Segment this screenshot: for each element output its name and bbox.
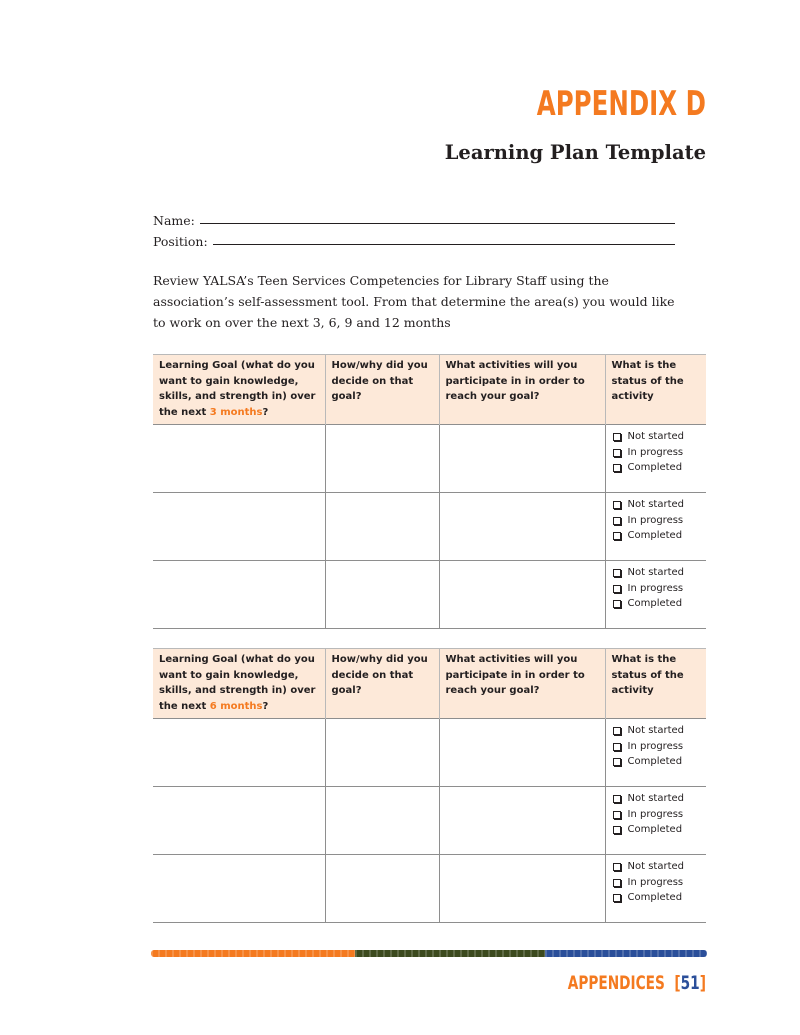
how-why-cell[interactable]	[325, 787, 439, 855]
how-why-header: How/why did you decide on that goal?	[325, 355, 439, 425]
activities-cell[interactable]	[439, 493, 605, 561]
status-option[interactable]: Not started	[613, 723, 707, 739]
status-cell	[605, 787, 706, 855]
checkbox-icon[interactable]	[613, 517, 621, 525]
learning-plan-table-3-months	[153, 354, 706, 629]
checkbox-icon[interactable]	[613, 569, 621, 577]
activities-cell[interactable]	[439, 787, 605, 855]
activities-header: What activities will you participate in in order to reach your goal?	[439, 649, 605, 719]
status-option[interactable]: In progress	[613, 581, 707, 597]
how-why-cell[interactable]	[325, 493, 439, 561]
footer-page-label: APPENDICES [51]	[567, 972, 706, 994]
status-option[interactable]: In progress	[613, 875, 707, 891]
checkbox-icon[interactable]	[613, 464, 621, 472]
activities-cell[interactable]	[439, 561, 605, 629]
checkbox-icon[interactable]	[613, 879, 621, 887]
how-why-cell[interactable]	[325, 425, 439, 493]
checkbox-icon[interactable]	[613, 863, 621, 871]
status-option[interactable]: Completed	[613, 822, 707, 838]
table-header-row	[153, 355, 706, 425]
goal-cell[interactable]	[153, 787, 325, 855]
status-cell	[605, 855, 706, 923]
status-option[interactable]: Not started	[613, 565, 707, 581]
period-highlight: 3 months	[209, 406, 263, 418]
goal-cell[interactable]	[153, 719, 325, 787]
checkbox-icon[interactable]	[613, 743, 621, 751]
status-header: What is the status of the activity	[605, 649, 706, 719]
how-why-cell[interactable]	[325, 719, 439, 787]
status-header: What is the status of the activity	[605, 355, 706, 425]
status-option[interactable]: In progress	[613, 739, 707, 755]
checkbox-icon[interactable]	[613, 433, 621, 441]
activities-header: What activities will you participate in in order to reach your goal?	[439, 355, 605, 425]
activities-cell[interactable]	[439, 855, 605, 923]
status-option[interactable]: In progress	[613, 445, 707, 461]
goal-cell[interactable]	[153, 561, 325, 629]
checkbox-icon[interactable]	[613, 532, 621, 540]
table-row	[153, 561, 706, 629]
how-why-cell[interactable]	[325, 561, 439, 629]
band-segment-blue	[545, 950, 707, 957]
goal-cell[interactable]	[153, 855, 325, 923]
position-input-line[interactable]	[213, 244, 675, 245]
status-option[interactable]: Completed	[613, 890, 707, 906]
appendix-heading: APPENDIX D	[536, 84, 706, 124]
status-cell	[605, 493, 706, 561]
goal-cell[interactable]	[153, 493, 325, 561]
checkbox-icon[interactable]	[613, 501, 621, 509]
table-row	[153, 787, 706, 855]
status-option[interactable]: Completed	[613, 754, 707, 770]
goal-header: Learning Goal (what do you want to gain knowledge, skills, and strength in) over the next 6 months?	[153, 649, 325, 719]
footer-color-band	[151, 950, 707, 957]
status-option[interactable]: In progress	[613, 513, 707, 529]
page-number: 51	[680, 972, 700, 994]
checkbox-icon[interactable]	[613, 727, 621, 735]
activities-cell[interactable]	[439, 719, 605, 787]
table-row	[153, 493, 706, 561]
checkbox-icon[interactable]	[613, 811, 621, 819]
period-highlight: 6 months	[209, 700, 263, 712]
status-option[interactable]: Not started	[613, 429, 707, 445]
band-segment-olive	[355, 950, 545, 957]
page-title: Learning Plan Template	[444, 141, 706, 164]
status-option[interactable]: Completed	[613, 460, 707, 476]
checkbox-icon[interactable]	[613, 795, 621, 803]
how-why-cell[interactable]	[325, 855, 439, 923]
status-option[interactable]: Completed	[613, 528, 707, 544]
checkbox-icon[interactable]	[613, 585, 621, 593]
checkbox-icon[interactable]	[613, 894, 621, 902]
status-option[interactable]: Not started	[613, 497, 707, 513]
activities-cell[interactable]	[439, 425, 605, 493]
status-option[interactable]: Not started	[613, 791, 707, 807]
how-why-header: How/why did you decide on that goal?	[325, 649, 439, 719]
checkbox-icon[interactable]	[613, 826, 621, 834]
status-cell	[605, 719, 706, 787]
status-option[interactable]: Completed	[613, 596, 707, 612]
status-option[interactable]: Not started	[613, 859, 707, 875]
name-field[interactable]	[153, 208, 675, 228]
band-segment-orange	[151, 950, 355, 957]
checkbox-icon[interactable]	[613, 449, 621, 457]
intro-paragraph: Review YALSA’s Teen Services Competencies for Library Staff using the association’s self-assessment tool. From that determine the area(s) you would like to work on over the next 3, 6, 9 and 12 months	[153, 273, 675, 330]
table-row	[153, 719, 706, 787]
status-cell	[605, 425, 706, 493]
status-option[interactable]: In progress	[613, 807, 707, 823]
table-row	[153, 425, 706, 493]
position-field[interactable]	[153, 229, 675, 249]
name-label: Name:	[153, 213, 195, 228]
goal-header: Learning Goal (what do you want to gain knowledge, skills, and strength in) over the next 3 months?	[153, 355, 325, 425]
table-row	[153, 855, 706, 923]
checkbox-icon[interactable]	[613, 600, 621, 608]
table-header-row	[153, 649, 706, 719]
position-label: Position:	[153, 234, 208, 249]
learning-plan-table-6-months	[153, 648, 706, 923]
footer-section: APPENDICES	[567, 972, 665, 994]
name-input-line[interactable]	[200, 223, 675, 224]
checkbox-icon[interactable]	[613, 758, 621, 766]
status-cell	[605, 561, 706, 629]
goal-cell[interactable]	[153, 425, 325, 493]
